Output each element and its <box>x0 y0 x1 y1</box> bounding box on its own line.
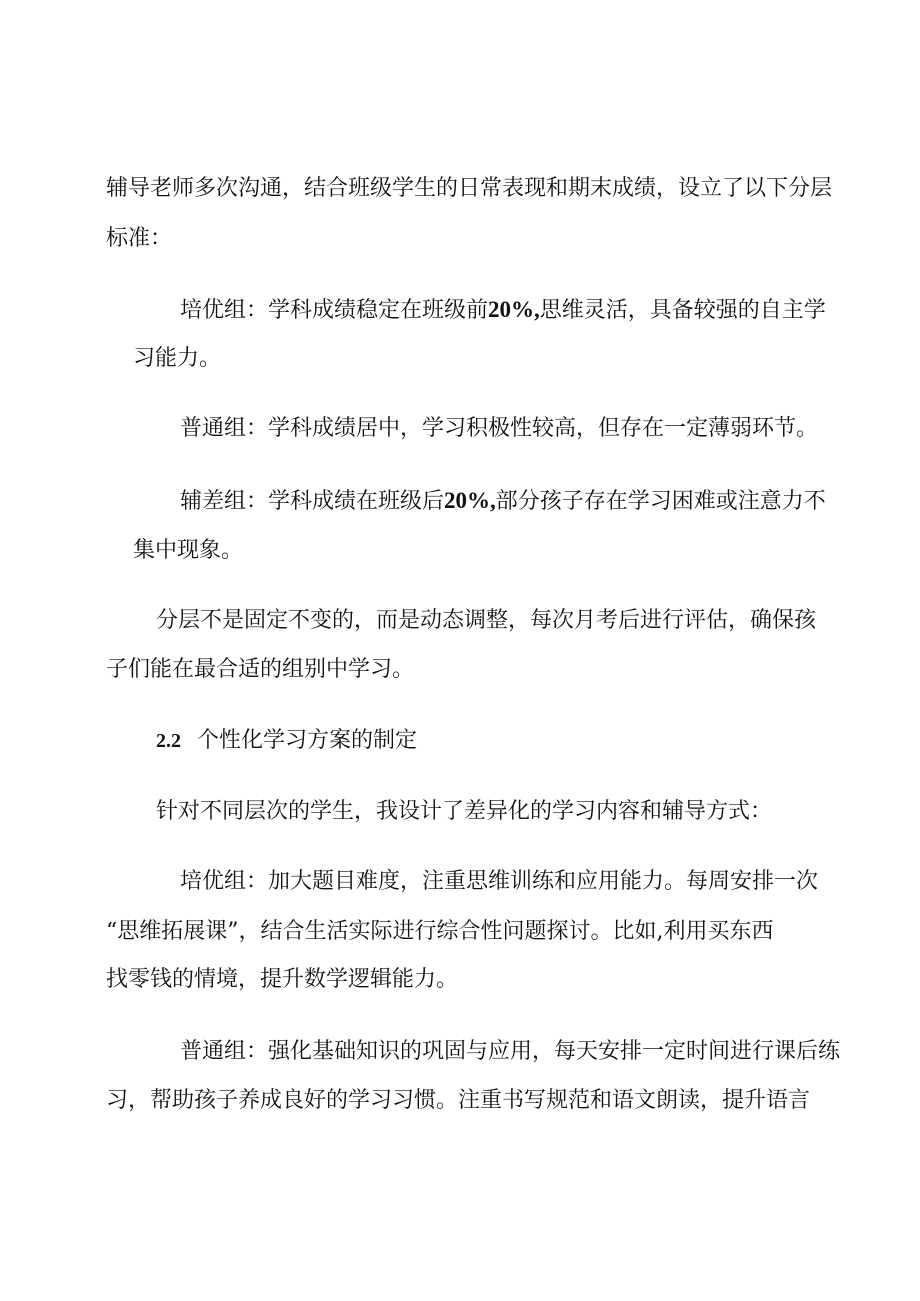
peiyou-plan-line-2: “思维拓展课”，结合生活实际进行综合性问题探讨。比如,利用买东西 <box>106 919 774 944</box>
dynamic-line-2: 子们能在最合适的组别中学习。 <box>106 657 415 682</box>
peiyou-standard-percent: 20%, <box>488 297 540 322</box>
section-title: 个性化学习方案的制定 <box>197 728 418 753</box>
fucha-standard-line-1 <box>180 486 826 517</box>
intro-line-1: 辅导老师多次沟通，结合班级学生的日常表现和期末成绩，设立了以下分层 <box>106 176 833 201</box>
fucha-standard-line-2: 集中现象。 <box>133 538 244 563</box>
dynamic-line-1: 分层不是固定不变的，而是动态调整，每次月考后进行评估，确保孩 <box>156 608 817 633</box>
fucha-standard-text-b: 部分孩子存在学习困难或注意力不 <box>495 489 826 514</box>
putong-plan-line-2: 习，帮助孩子养成良好的学习习惯。注重书写规范和语文朗读，提升语言 <box>106 1088 811 1113</box>
fucha-standard-percent: 20%, <box>444 488 496 513</box>
intro-line-2: 标准： <box>106 226 173 251</box>
section-heading <box>156 726 417 756</box>
peiyou-plan-line-1: 培优组：加大题目难度，注重思维训练和应用能力。每周安排一次 <box>180 869 819 894</box>
peiyou-plan-line-3: 找零钱的情境，提升数学逻辑能力。 <box>106 967 459 992</box>
peiyou-standard-text-a: 培优组：学科成绩稳定在班级前 <box>180 298 489 323</box>
plan-intro-line-1: 针对不同层次的学生，我设计了差异化的学习内容和辅导方式： <box>156 799 773 824</box>
putong-plan-line-1: 普通组：强化基础知识的巩固与应用，每天安排一定时间进行课后练 <box>180 1039 841 1064</box>
peiyou-standard-line-1 <box>180 295 826 326</box>
fucha-standard-text-a: 辅差组：学科成绩在班级后 <box>180 489 445 514</box>
peiyou-standard-line-2: 习能力。 <box>133 346 222 371</box>
putong-standard-line-1: 普通组：学科成绩居中，学习积极性较高，但存在一定薄弱环节。 <box>180 416 819 441</box>
peiyou-standard-text-b: 思维灵活，具备较强的自主学 <box>539 298 826 323</box>
section-number: 2.2 <box>156 730 181 752</box>
